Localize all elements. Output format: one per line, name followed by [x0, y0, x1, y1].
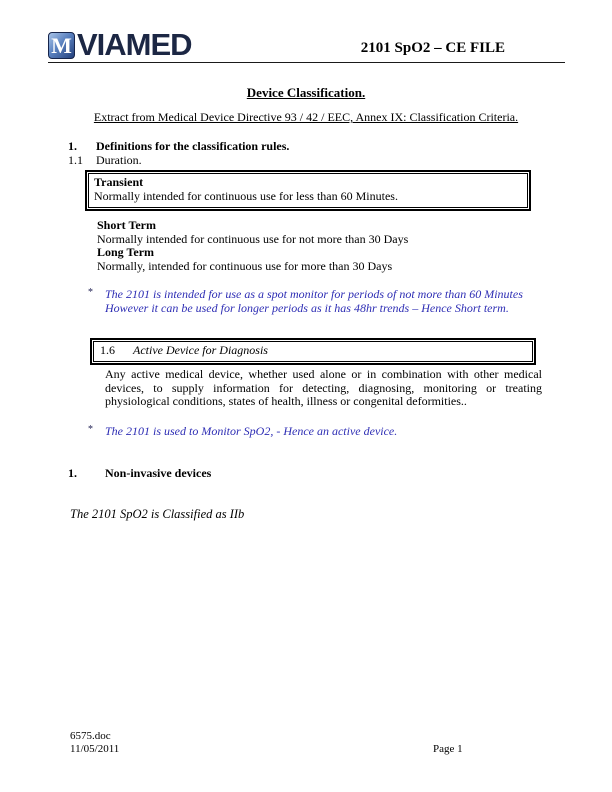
footer-page-number: Page 1: [433, 743, 463, 755]
active-device-number: 1.6: [100, 343, 115, 357]
term-long-term: Long Term: [97, 245, 155, 259]
viamed-logo-text: VIAMED: [77, 27, 192, 62]
header-rule: [48, 62, 565, 63]
section1-sub-number: 1.1: [68, 153, 83, 167]
section2-heading-row: [68, 466, 211, 481]
footer-left: [70, 730, 119, 755]
footer-date: 11/05/2011: [70, 742, 120, 755]
section1-heading: Definitions for the classification rules.: [96, 139, 290, 153]
asterisk-bullet: *: [88, 287, 93, 298]
classification-statement: The 2101 SpO2 is Classified as IIb: [70, 507, 245, 521]
section1-sub-row: [68, 153, 142, 168]
transient-term: Transient: [94, 175, 144, 189]
document-header-title: 2101 SpO2 – CE FILE: [360, 40, 505, 56]
section2-heading: Non-invasive devices: [105, 466, 212, 480]
viamed-m-icon: M: [48, 32, 75, 59]
transient-definition-box: [85, 170, 531, 211]
term-long-term-definition: Normally, intended for continuous use for more than 30 Days: [97, 258, 393, 273]
section1-number: 1.: [68, 139, 77, 153]
section1-heading-row: [68, 139, 289, 154]
active-device-box: [90, 338, 536, 365]
transient-definition: Normally intended for continuous use for less than 60 Minutes.: [94, 188, 398, 203]
viamed-logo: [48, 27, 192, 62]
page-title: Device Classification.: [246, 85, 366, 100]
transient-box-inner: [88, 173, 528, 208]
term-short-term-definition: Normally intended for continuous use for not more than 30 Days: [97, 231, 409, 246]
note-spot-monitor: [88, 287, 557, 315]
footer-filename: 6575.doc: [70, 730, 111, 742]
directive-subtitle: Extract from Medical Device Directive 93 / 42 / EEC, Annex IX: Classification Criteria.: [93, 110, 519, 124]
note-active-device: [88, 424, 557, 439]
section2-number: 1.: [68, 466, 77, 480]
section1-sub-heading: Duration.: [96, 153, 142, 167]
term-short-term: Short Term: [97, 218, 157, 232]
duration-terms-list: [97, 219, 408, 273]
active-device-title: Active Device for Diagnosis: [133, 343, 268, 357]
asterisk-bullet: *: [88, 424, 93, 435]
note-spot-monitor-text: The 2101 is intended for use as a spot monitor for periods of not more than 60 Minutes However it can be used for longer periods as it has 48hr trends – Hence Short term.: [105, 287, 523, 315]
active-device-paragraph: Any active medical device, whether used alone or in combination with other medical devices, to supply information for detecting, diagnosing, monitoring or treating physiological conditions, states of health, illness or congenital deformities..: [105, 367, 542, 408]
active-device-box-inner: [93, 341, 533, 362]
note-active-device-text: The 2101 is used to Monitor SpO2, - Hence an active device.: [105, 424, 398, 438]
